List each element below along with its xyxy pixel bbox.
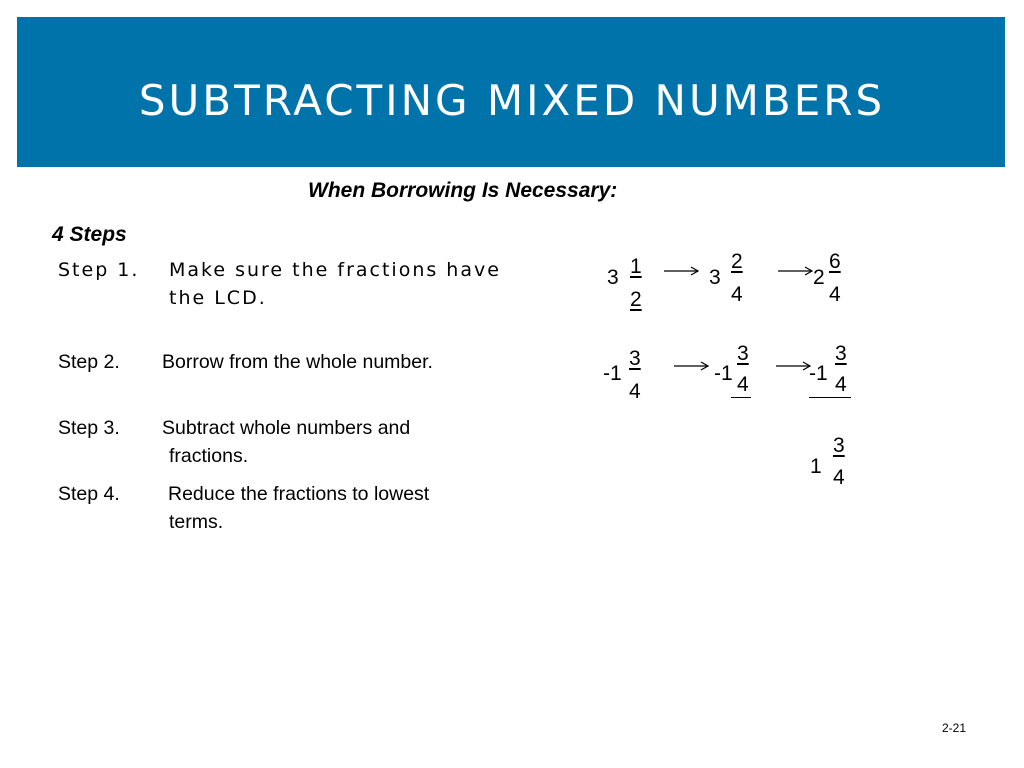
subtraction-line — [809, 397, 851, 398]
arrow-right-icon — [776, 359, 812, 373]
row1-term2-whole: 3 — [709, 266, 721, 289]
step4-text-line1: Reduce the fractions to lowest — [168, 483, 430, 505]
arrow-right-icon — [778, 264, 814, 278]
row2-term3-whole: -1 — [809, 362, 828, 385]
step2-text-line1: Borrow from the whole number. — [162, 351, 433, 373]
row2-term1-whole: -1 — [603, 362, 622, 385]
row1-term1-whole: 3 — [607, 266, 619, 289]
row2-term1-numerator: 3 — [629, 347, 641, 370]
step1-text-line2: the LCD. — [169, 287, 267, 309]
row2-term2-underline — [731, 397, 751, 398]
step1-label: Step 1. — [58, 259, 140, 281]
row2-term2-numerator: 3 — [737, 342, 749, 365]
step3-label: Step 3. — [58, 417, 120, 439]
arrow-right-icon — [664, 264, 700, 278]
row2-term3-numerator: 3 — [835, 342, 847, 365]
row1-term1-numerator: 1 — [630, 255, 642, 278]
step1-text-line1: Make sure the fractions have — [169, 259, 501, 281]
step2-label: Step 2. — [58, 351, 120, 373]
row2-term3-denominator: 4 — [835, 373, 847, 396]
steps-heading: 4 Steps — [52, 223, 127, 246]
row2-term2-whole: -1 — [714, 362, 733, 385]
result-whole: 1 — [810, 455, 822, 478]
row1-term3-numerator: 6 — [829, 250, 841, 273]
result-numerator: 3 — [833, 434, 845, 457]
row1-term3-whole: 2 — [813, 266, 825, 289]
step4-label: Step 4. — [58, 483, 120, 505]
slide-title: SUBTRACTING MIXED NUMBERS — [138, 76, 886, 125]
row2-term1-denominator: 4 — [629, 380, 641, 403]
page-number: 2-21 — [942, 721, 967, 735]
result-denominator: 4 — [833, 466, 845, 489]
row1-term3-denominator: 4 — [829, 283, 841, 306]
step3-text-line2: fractions. — [169, 445, 249, 467]
row1-term1-denominator: 2 — [630, 288, 642, 311]
subtitle: When Borrowing Is Necessary: — [308, 179, 618, 202]
row1-term2-denominator: 4 — [731, 283, 743, 306]
arrow-right-icon — [674, 359, 710, 373]
row2-term2-denominator: 4 — [737, 373, 749, 396]
row1-term2-numerator: 2 — [731, 250, 743, 273]
step4-text-line2: terms. — [169, 511, 224, 533]
step3-text-line1: Subtract whole numbers and — [162, 417, 411, 439]
